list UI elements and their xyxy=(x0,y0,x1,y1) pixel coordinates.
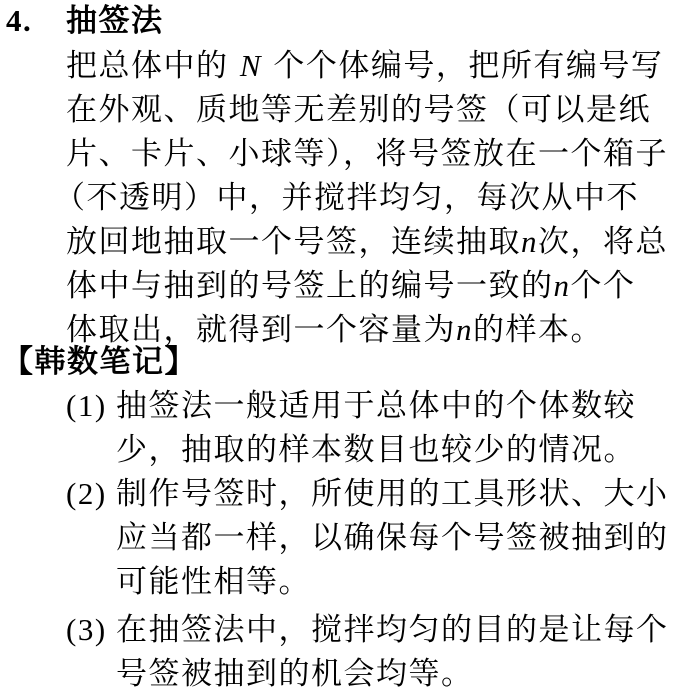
math-variable: n xyxy=(553,268,571,303)
body-text: 体取出，就得到一个容量为 xyxy=(66,312,456,348)
note-line: 在抽签法中，搅拌均匀的目的是让每个 xyxy=(116,612,669,648)
math-variable: n xyxy=(456,312,473,347)
section-title: 抽签法 xyxy=(66,3,164,39)
note-line: 应当都一样，以确保每个号签被抽到的 xyxy=(116,520,669,556)
math-variable: N xyxy=(239,48,263,83)
note-line: 抽签法一般适用于总体中的个体数较 xyxy=(116,388,636,424)
notes-heading: 【韩数笔记】 xyxy=(2,344,197,380)
section-number: 4. xyxy=(6,3,33,38)
body-text: 的样本。 xyxy=(473,312,603,348)
body-text: 放回地抽取一个号签，连续抽取 xyxy=(66,224,521,260)
note-line: 可能性相等。 xyxy=(116,564,311,600)
body-text: 体中与抽到的号签上的编号一致的 xyxy=(66,268,554,304)
body-line xyxy=(66,90,651,130)
body-text: 个个体编号，把所有编号写 xyxy=(262,48,664,84)
body-text: 把总体中的 xyxy=(66,48,240,84)
body-line xyxy=(66,46,663,86)
body-text: （不透明）中，并搅拌均匀，每次从中不 xyxy=(54,180,639,216)
body-text: 在外观、质地等无差别的号签（可以是纸 xyxy=(66,92,651,128)
note-label: (1) xyxy=(66,388,107,423)
body-text: 片、卡片、小球等），将号签放在一个箱子 xyxy=(66,136,668,172)
math-variable: n xyxy=(521,224,538,259)
note-label: (2) xyxy=(66,476,107,511)
body-line xyxy=(66,222,668,262)
note-label: (3) xyxy=(66,612,107,647)
note-line: 制作号签时，所使用的工具形状、大小 xyxy=(116,476,669,512)
note-line: 号签被抽到的机会均等。 xyxy=(116,656,474,692)
body-line xyxy=(66,134,668,174)
body-line xyxy=(66,266,636,306)
body-line xyxy=(54,178,639,218)
note-line: 少，抽取的样本数目也较少的情况。 xyxy=(116,432,636,468)
body-text: 次，将总 xyxy=(538,224,668,260)
body-text: 个个 xyxy=(570,268,636,304)
